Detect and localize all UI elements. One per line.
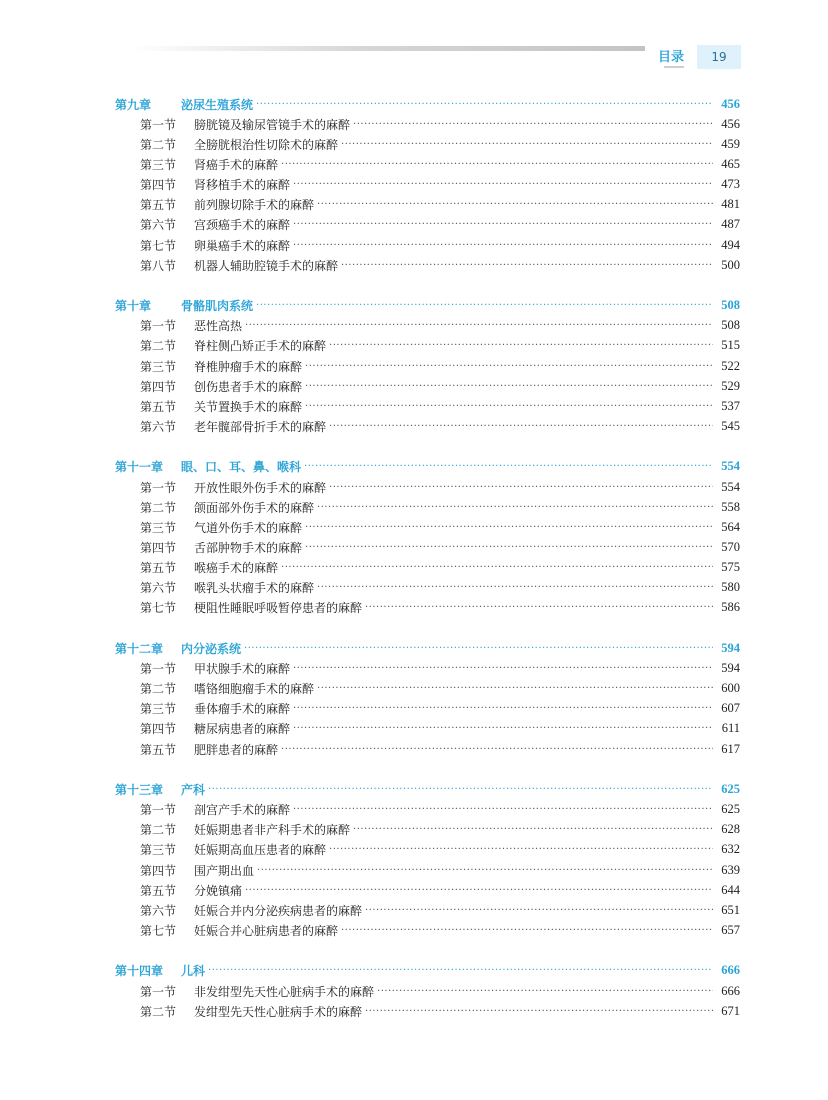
section-label: 第二节: [140, 500, 177, 515]
section-label: 第二节: [140, 137, 177, 152]
section-label: 第一节: [140, 984, 177, 999]
toc-chapter-entry[interactable]: [0, 779, 828, 799]
dot-leader: [305, 542, 713, 553]
toc-section-entry[interactable]: [0, 114, 828, 134]
section-page-number: 611: [721, 721, 740, 736]
section-page-number: 522: [721, 358, 740, 373]
section-title: 脊柱侧凸矫正手术的麻醉: [194, 339, 327, 354]
section-label: 第四节: [140, 540, 177, 555]
section-title: 垂体瘤手术的麻醉: [194, 702, 291, 717]
section-title: 嗜铬细胞瘤手术的麻醉: [194, 682, 315, 697]
section-page-number: 575: [721, 560, 740, 575]
section-title: 妊娠期高血压患者的麻醉: [194, 843, 327, 858]
section-title: 气道外伤手术的麻醉: [194, 520, 303, 535]
dot-leader: [257, 865, 713, 876]
section-label: 第一节: [140, 480, 177, 495]
section-title: 妊娠合并内分泌疾病患者的麻醉: [194, 903, 363, 918]
dot-leader: [365, 1006, 713, 1017]
section-label: 第七节: [140, 923, 177, 938]
section-title: 肥胖患者的麻醉: [194, 742, 279, 757]
header-rule: [130, 46, 645, 51]
section-page-number: 644: [721, 882, 740, 897]
toc-section-entry[interactable]: [0, 376, 828, 396]
chapter-label: 第九章: [115, 97, 152, 112]
toc-section-entry[interactable]: [0, 679, 828, 699]
dot-leader: [293, 179, 713, 190]
chapter-block: [0, 779, 828, 940]
dot-leader: [377, 986, 713, 997]
dot-leader: [293, 219, 713, 230]
chapter-label: 第十章: [115, 299, 152, 314]
section-page-number: 473: [721, 177, 740, 192]
section-label: 第八节: [140, 258, 177, 273]
dot-leader: [293, 663, 713, 674]
dot-leader: [305, 401, 713, 412]
section-label: 第一节: [140, 117, 177, 132]
dot-leader: [293, 723, 713, 734]
toc-section-entry[interactable]: [0, 336, 828, 356]
section-page-number: 651: [721, 902, 740, 917]
section-label: 第二节: [140, 682, 177, 697]
dot-leader: [341, 925, 713, 936]
toc-section-entry[interactable]: [0, 255, 828, 275]
section-page-number: 607: [721, 701, 740, 716]
dot-leader: [365, 602, 713, 613]
chapter-block: [0, 94, 828, 275]
chapter-title: 儿科: [181, 964, 206, 979]
section-title: 开放性眼外伤手术的麻醉: [194, 480, 327, 495]
chapter-title: 产科: [181, 782, 206, 797]
chapter-block: [0, 638, 828, 759]
section-label: 第六节: [140, 903, 177, 918]
toc-section-entry[interactable]: [0, 558, 828, 578]
section-label: 第六节: [140, 581, 177, 596]
table-of-contents: [0, 94, 828, 1042]
section-label: 第四节: [140, 178, 177, 193]
section-title: 卵巢癌手术的麻醉: [194, 238, 291, 253]
section-label: 第五节: [140, 883, 177, 898]
section-page-number: 529: [721, 378, 740, 393]
toc-section-entry[interactable]: [0, 396, 828, 416]
dot-leader: [329, 340, 713, 351]
section-title: 颌面部外伤手术的麻醉: [194, 500, 315, 515]
toc-chapter-entry[interactable]: [0, 296, 828, 316]
toc-section-entry[interactable]: [0, 537, 828, 557]
section-title: 宫颈癌手术的麻醉: [194, 218, 291, 233]
dot-leader: [293, 240, 713, 251]
chapter-page-number: 594: [721, 640, 740, 655]
dot-leader: [353, 119, 713, 130]
chapter-block: [0, 961, 828, 1021]
dot-leader: [281, 562, 713, 573]
chapter-title: 眼、口、耳、鼻、喉科: [181, 460, 302, 475]
section-title: 前列腺切除手术的麻醉: [194, 198, 315, 213]
toc-section-entry[interactable]: [0, 195, 828, 215]
dot-leader: [208, 965, 713, 976]
toc-section-entry[interactable]: [0, 1001, 828, 1021]
toc-section-entry[interactable]: [0, 719, 828, 739]
toc-section-entry[interactable]: [0, 981, 828, 1001]
toc-section-entry[interactable]: [0, 356, 828, 376]
section-label: 第四节: [140, 379, 177, 394]
section-label: 第三节: [140, 157, 177, 172]
chapter-block: [0, 457, 828, 618]
dot-leader: [245, 320, 713, 331]
toc-section-entry[interactable]: [0, 920, 828, 940]
section-page-number: 639: [721, 862, 740, 877]
section-page-number: 500: [721, 257, 740, 272]
dot-leader: [305, 522, 713, 533]
dot-leader: [329, 482, 713, 493]
section-title: 恶性高热: [194, 319, 243, 334]
section-title: 膀胱镜及输尿管镜手术的麻醉: [194, 117, 351, 132]
chapter-label: 第十四章: [115, 964, 164, 979]
toc-section-entry[interactable]: [0, 477, 828, 497]
section-title: 分娩镇痛: [194, 883, 243, 898]
chapter-label: 第十二章: [115, 641, 164, 656]
toc-section-entry[interactable]: [0, 517, 828, 537]
section-label: 第四节: [140, 722, 177, 737]
section-label: 第六节: [140, 218, 177, 233]
section-page-number: 487: [721, 217, 740, 232]
dot-leader: [353, 824, 713, 835]
toc-section-entry[interactable]: [0, 134, 828, 154]
section-title: 妊娠合并心脏病患者的麻醉: [194, 923, 339, 938]
section-page-number: 537: [721, 398, 740, 413]
chapter-label: 第十一章: [115, 460, 164, 475]
section-label: 第五节: [140, 742, 177, 757]
section-page-number: 617: [721, 741, 740, 756]
toc-chapter-entry[interactable]: [0, 457, 828, 477]
dot-leader: [329, 844, 713, 855]
toc-section-entry[interactable]: [0, 900, 828, 920]
section-label: 第三节: [140, 359, 177, 374]
section-page-number: 570: [721, 539, 740, 554]
dot-leader: [293, 703, 713, 714]
section-page-number: 600: [721, 681, 740, 696]
section-title: 糖尿病患者的麻醉: [194, 722, 291, 737]
dot-leader: [305, 381, 713, 392]
toc-section-entry[interactable]: [0, 800, 828, 820]
dot-leader: [341, 260, 713, 271]
section-title: 剖宫产手术的麻醉: [194, 803, 291, 818]
dot-leader: [256, 99, 713, 110]
section-page-number: 515: [721, 338, 740, 353]
section-title: 围产期出血: [194, 863, 255, 878]
dot-leader: [317, 502, 713, 513]
chapter-page-number: 666: [721, 963, 740, 978]
section-label: 第四节: [140, 863, 177, 878]
toc-section-entry[interactable]: [0, 416, 828, 436]
section-label: 第七节: [140, 601, 177, 616]
section-page-number: 580: [721, 580, 740, 595]
dot-leader: [293, 804, 713, 815]
section-page-number: 586: [721, 600, 740, 615]
section-label: 第三节: [140, 702, 177, 717]
toc-section-entry[interactable]: [0, 598, 828, 618]
dot-leader: [305, 361, 713, 372]
toc-section-entry[interactable]: [0, 739, 828, 759]
toc-section-entry[interactable]: [0, 658, 828, 678]
toc-section-entry[interactable]: [0, 820, 828, 840]
section-label: 第三节: [140, 520, 177, 535]
chapter-title: 骨骼肌肉系统: [181, 299, 254, 314]
toc-section-entry[interactable]: [0, 840, 828, 860]
toc-section-entry[interactable]: [0, 175, 828, 195]
chapter-page-number: 456: [721, 96, 740, 111]
section-title: 甲状腺手术的麻醉: [194, 661, 291, 676]
chapter-title: 内分泌系统: [181, 641, 242, 656]
toc-section-entry[interactable]: [0, 578, 828, 598]
chapter-block: [0, 296, 828, 437]
toc-section-entry[interactable]: [0, 154, 828, 174]
header-underline: [664, 66, 684, 68]
section-page-number: 494: [721, 237, 740, 252]
toc-chapter-entry[interactable]: [0, 638, 828, 658]
section-page-number: 666: [721, 983, 740, 998]
toc-section-entry[interactable]: [0, 497, 828, 517]
section-title: 喉乳头状瘤手术的麻醉: [194, 581, 315, 596]
toc-section-entry[interactable]: [0, 316, 828, 336]
section-page-number: 554: [721, 479, 740, 494]
section-page-number: 456: [721, 116, 740, 131]
section-title: 老年髋部骨折手术的麻醉: [194, 419, 327, 434]
dot-leader: [341, 139, 713, 150]
dot-leader: [281, 744, 713, 755]
toc-chapter-entry[interactable]: [0, 961, 828, 981]
section-label: 第一节: [140, 661, 177, 676]
section-page-number: 558: [721, 499, 740, 514]
section-page-number: 628: [721, 822, 740, 837]
section-title: 妊娠期患者非产科手术的麻醉: [194, 823, 351, 838]
section-page-number: 625: [721, 802, 740, 817]
dot-leader: [317, 199, 713, 210]
section-title: 脊椎肿瘤手术的麻醉: [194, 359, 303, 374]
section-title: 全膀胱根治性切除术的麻醉: [194, 137, 339, 152]
toc-section-entry[interactable]: [0, 860, 828, 880]
dot-leader: [304, 461, 713, 472]
section-label: 第二节: [140, 339, 177, 354]
section-label: 第二节: [140, 1004, 177, 1019]
toc-chapter-entry[interactable]: [0, 94, 828, 114]
chapter-page-number: 554: [721, 459, 740, 474]
section-label: 第五节: [140, 561, 177, 576]
section-page-number: 508: [721, 318, 740, 333]
dot-leader: [365, 905, 713, 916]
dot-leader: [281, 159, 713, 170]
section-label: 第一节: [140, 319, 177, 334]
toc-section-entry[interactable]: [0, 880, 828, 900]
section-page-number: 657: [721, 922, 740, 937]
page-number: 19: [697, 45, 741, 69]
section-label: 第七节: [140, 238, 177, 253]
section-title: 肾癌手术的麻醉: [194, 157, 279, 172]
section-title: 非发绀型先天性心脏病手术的麻醉: [194, 984, 375, 999]
section-page-number: 459: [721, 136, 740, 151]
section-title: 肾移植手术的麻醉: [194, 178, 291, 193]
section-title: 关节置换手术的麻醉: [194, 399, 303, 414]
section-label: 第二节: [140, 823, 177, 838]
dot-leader: [329, 421, 713, 432]
section-title: 舌部肿物手术的麻醉: [194, 540, 303, 555]
section-label: 第一节: [140, 803, 177, 818]
section-page-number: 465: [721, 156, 740, 171]
section-page-number: 545: [721, 418, 740, 433]
section-label: 第五节: [140, 399, 177, 414]
section-label: 第六节: [140, 419, 177, 434]
section-title: 发绀型先天性心脏病手术的麻醉: [194, 1004, 363, 1019]
section-label: 第三节: [140, 843, 177, 858]
header-title: 目录: [658, 50, 685, 65]
chapter-page-number: 508: [721, 298, 740, 313]
section-page-number: 671: [721, 1003, 740, 1018]
dot-leader: [245, 885, 713, 896]
section-title: 机器人辅助腔镜手术的麻醉: [194, 258, 339, 273]
section-page-number: 481: [721, 197, 740, 212]
section-title: 喉癌手术的麻醉: [194, 561, 279, 576]
section-label: 第五节: [140, 198, 177, 213]
dot-leader: [244, 643, 713, 654]
dot-leader: [256, 300, 713, 311]
dot-leader: [208, 784, 713, 795]
section-page-number: 564: [721, 519, 740, 534]
dot-leader: [317, 582, 713, 593]
section-page-number: 632: [721, 842, 740, 857]
dot-leader: [317, 683, 713, 694]
chapter-label: 第十三章: [115, 782, 164, 797]
section-page-number: 594: [721, 660, 740, 675]
chapter-title: 泌尿生殖系统: [181, 97, 254, 112]
chapter-page-number: 625: [721, 781, 740, 796]
toc-section-entry[interactable]: [0, 235, 828, 255]
section-title: 梗阻性睡眠呼吸暂停患者的麻醉: [194, 601, 363, 616]
section-title: 创伤患者手术的麻醉: [194, 379, 303, 394]
toc-section-entry[interactable]: [0, 699, 828, 719]
toc-section-entry[interactable]: [0, 215, 828, 235]
